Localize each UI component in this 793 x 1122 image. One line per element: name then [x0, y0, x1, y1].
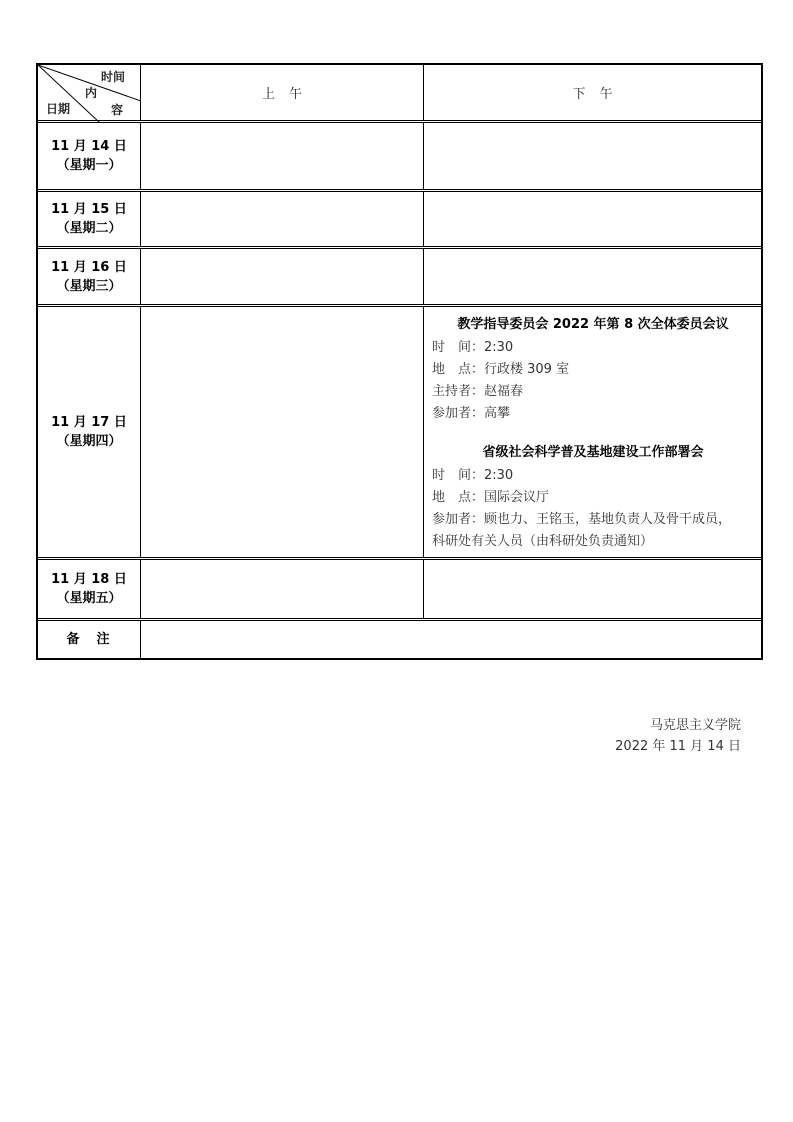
- remarks-row: [38, 621, 761, 658]
- remarks-value: [141, 621, 761, 658]
- event-spacer: [432, 425, 754, 443]
- weekday-text: （星期三）: [56, 278, 122, 294]
- event-place: 地 点：行政楼 309 室: [432, 362, 570, 377]
- day-row: [38, 192, 761, 249]
- weekday-text: （星期一）: [56, 158, 122, 173]
- event-time: 时 间：2:30: [432, 340, 514, 355]
- diagonal-header: [38, 65, 141, 123]
- event-title: 教学指导委员会 2022 年第 8 次全体委员会议: [457, 317, 729, 332]
- schedule-table: [36, 63, 763, 660]
- corner-time-label: 时间: [101, 70, 126, 84]
- date-text: 11 月 17 日: [51, 415, 127, 430]
- date-cell: [38, 192, 141, 246]
- header-row: [38, 65, 761, 123]
- pm-events: [432, 315, 754, 553]
- date-cell: [38, 560, 141, 618]
- event-title: 省级社会科学普及基地建设工作部署会: [482, 445, 704, 460]
- footer-org: 马克思主义学院: [649, 718, 741, 733]
- corner-date-label: 日期: [46, 102, 71, 116]
- event-time: 时 间：2:30: [432, 468, 514, 483]
- date-text: 11 月 16 日: [51, 259, 127, 275]
- weekday-text: （星期五）: [56, 591, 122, 606]
- date-cell: [38, 249, 141, 304]
- pm-cell: [424, 123, 761, 189]
- am-cell: [141, 123, 424, 189]
- date-cell: [38, 307, 141, 557]
- event-participants-cont: 科研处有关人员（由科研处负责通知）: [432, 534, 654, 549]
- am-cell: [141, 192, 424, 246]
- corner-cell: [38, 65, 141, 120]
- event-participants: 参加者：顾也力、王铭玉，基地负责人及骨干成员，: [432, 512, 732, 527]
- header-pm: 下午: [572, 87, 627, 102]
- date-text: 11 月 15 日: [51, 202, 127, 217]
- day-row: [38, 123, 761, 192]
- am-cell: [141, 249, 424, 304]
- pm-cell: [424, 560, 761, 618]
- corner-content-label-2: 容: [111, 103, 124, 117]
- day-row: [38, 249, 761, 307]
- date-text: 11 月 14 日: [51, 139, 127, 154]
- day-row: [38, 560, 761, 621]
- header-am: 上午: [141, 65, 424, 120]
- date-cell: [38, 123, 141, 189]
- footer-date: 2022 年 11 月 14 日: [615, 739, 741, 754]
- event-participants: 参加者：高攀: [432, 406, 511, 421]
- weekday-text: （星期四）: [56, 434, 122, 449]
- pm-cell: [424, 249, 761, 304]
- pm-cell: [424, 307, 761, 557]
- event-host: 主持者：赵福春: [432, 384, 524, 399]
- event-place: 地 点：国际会议厅: [432, 490, 550, 505]
- remarks-label: 备 注: [38, 621, 141, 658]
- corner-content-label-1: 内: [85, 86, 98, 100]
- pm-cell: [424, 192, 761, 246]
- am-cell: [141, 560, 424, 618]
- am-cell: [141, 307, 424, 557]
- weekday-text: （星期二）: [56, 221, 122, 236]
- date-text: 11 月 18 日: [51, 572, 127, 587]
- day-row: [38, 307, 761, 560]
